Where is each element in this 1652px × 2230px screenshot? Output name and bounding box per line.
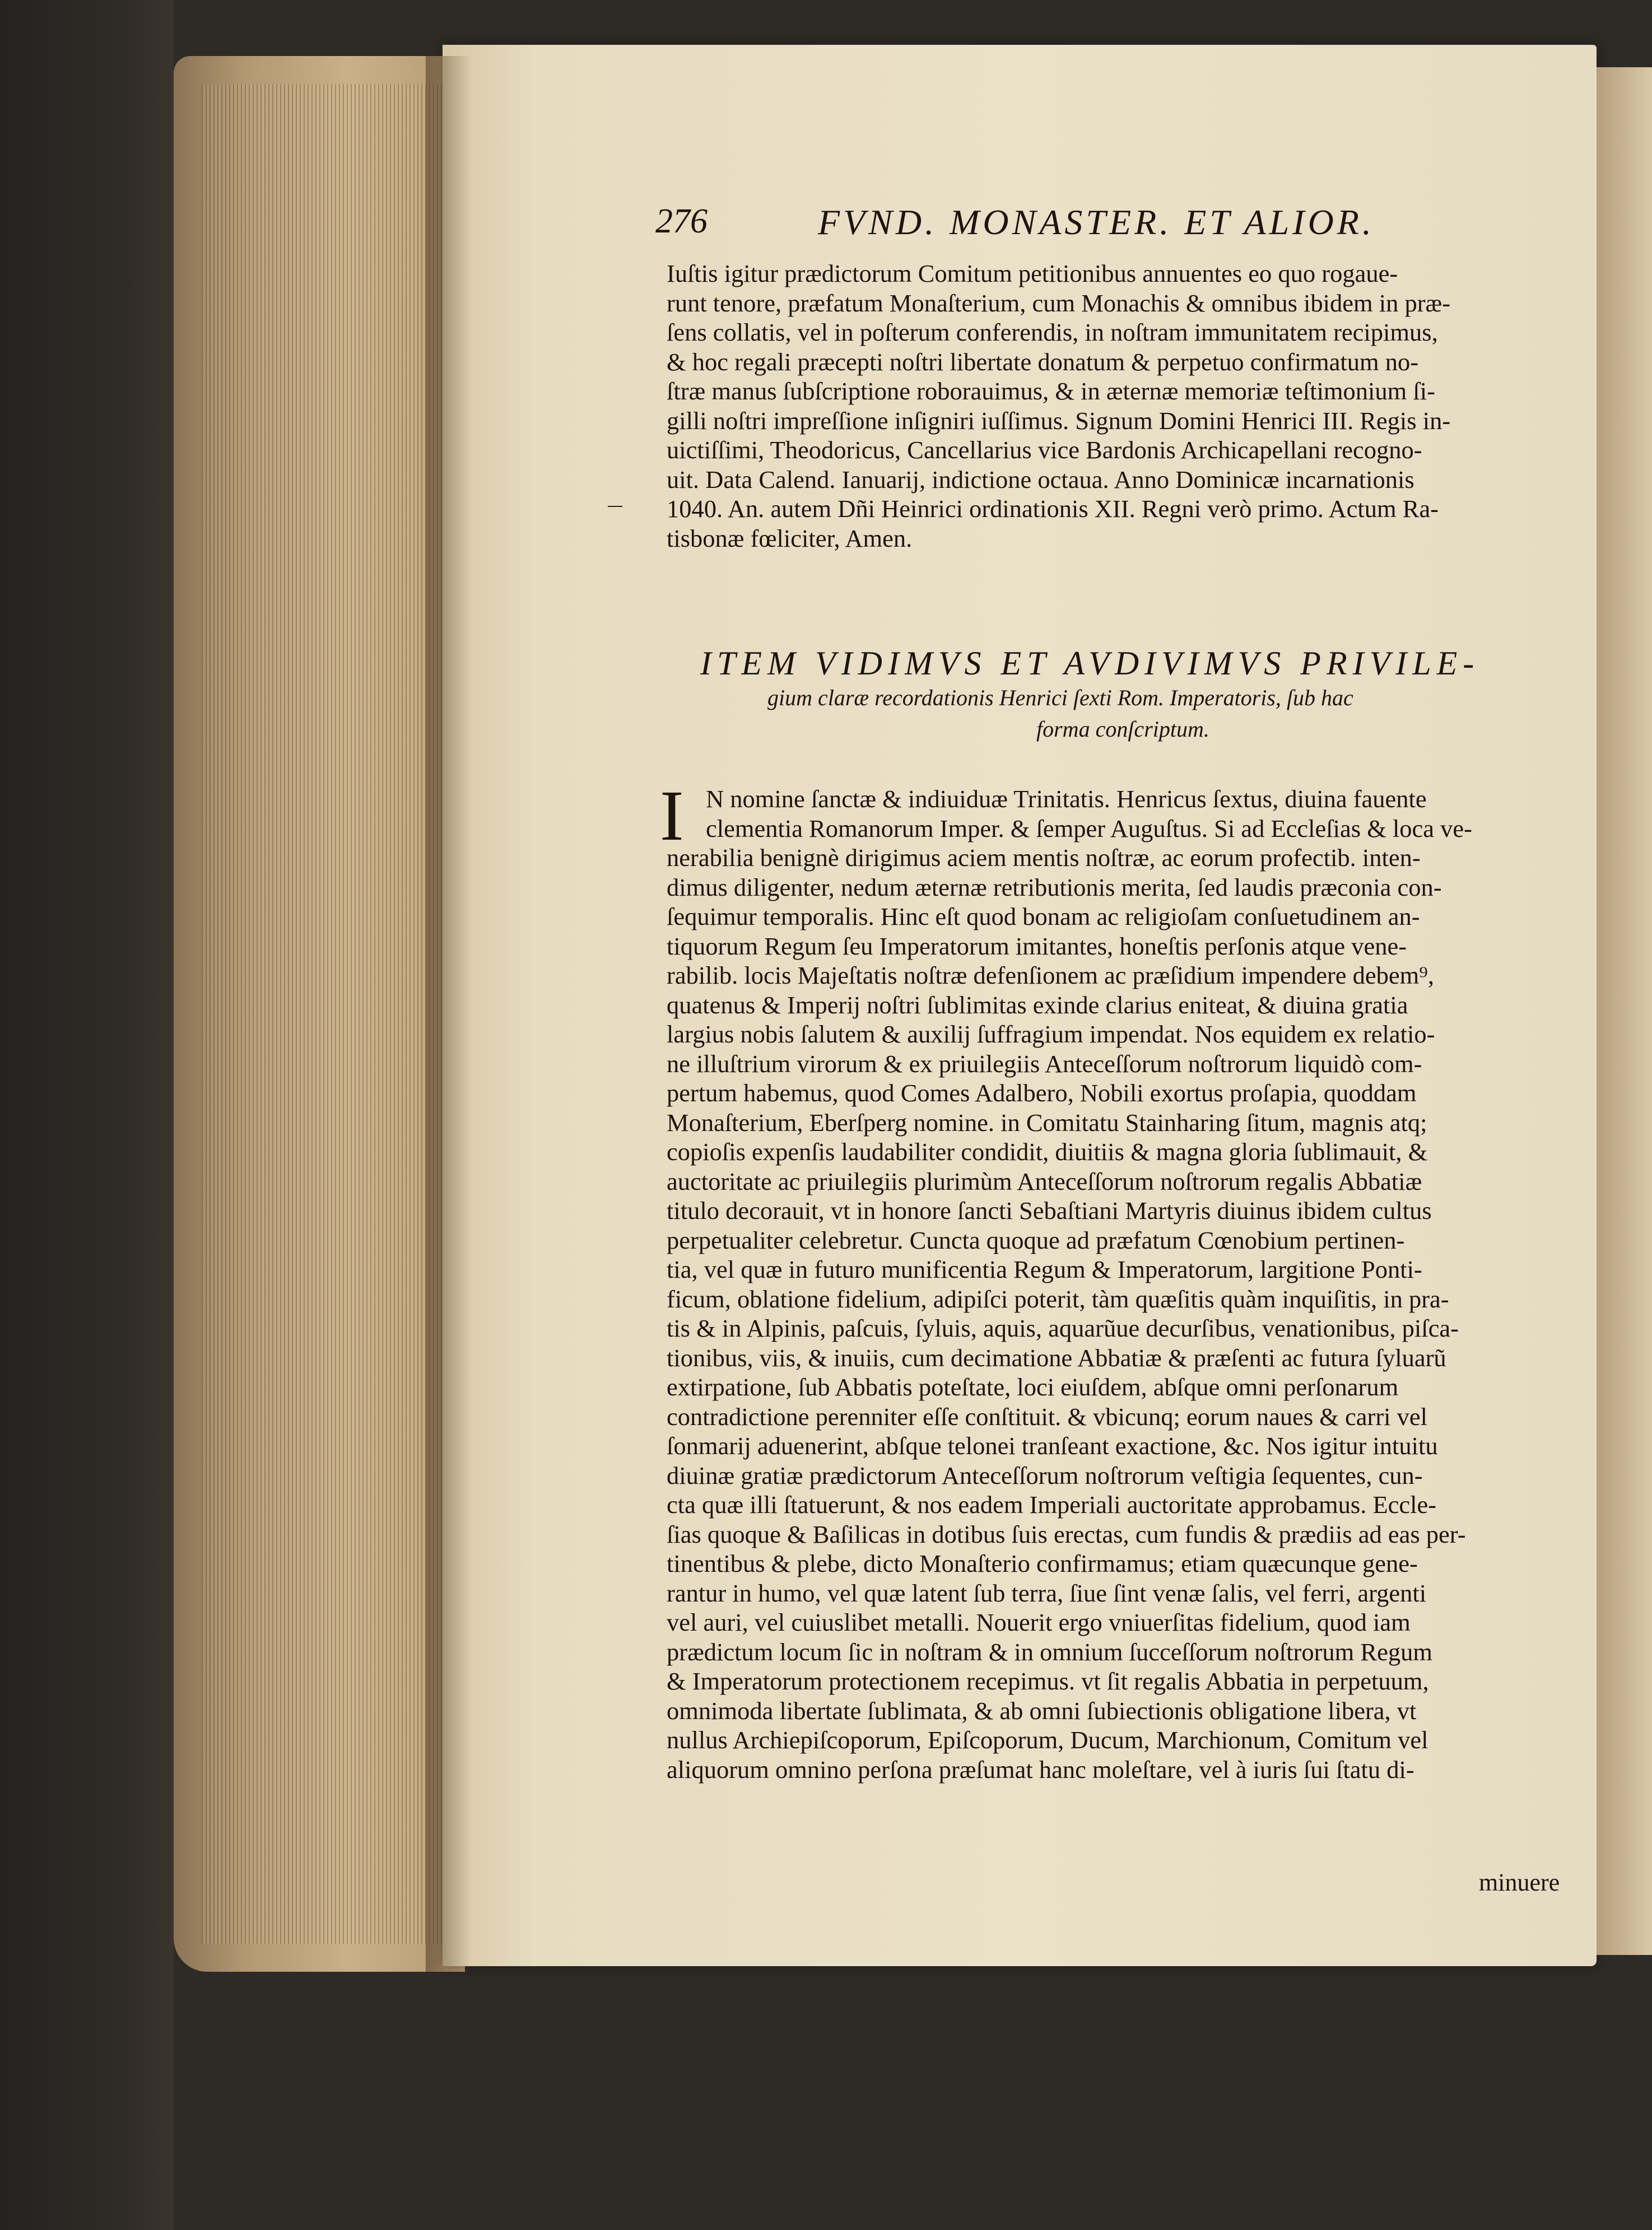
paragraph-privilege-end xyxy=(667,259,1608,553)
text-line: & hoc regali præcepti noſtri libertate donatum & perpetuo confirmatum no- xyxy=(667,347,1419,376)
text-line: tiquorum Regum ſeu Imperatorum imitantes, honeſtis perſonis atque vene- xyxy=(667,932,1407,960)
section-subheading-line2: forma conſcriptum. xyxy=(1036,716,1209,742)
text-line: gilli noſtri impreſſione inſigniri iuſſimus. Signum Domini Henrici III. Regis in- xyxy=(667,406,1451,435)
text-line: tinentibus & plebe, dicto Monaſterio confirmamus; etiam quæcunque gene- xyxy=(667,1549,1418,1577)
text-line: diuinæ gratiæ prædictorum Anteceſſorum noſtrorum veſtigia ſequentes, cun- xyxy=(667,1461,1423,1489)
text-line: ſias quoque & Baſilicas in dotibus ſuis erectas, cum fundis & prædiis ad eas per- xyxy=(667,1520,1466,1548)
text-line: largius nobis ſalutem & auxilij ſuffragium impendat. Nos equidem ex relatio- xyxy=(667,1020,1435,1048)
text-line: pertum habemus, quod Comes Adalbero, Nobili exortus proſapia, quoddam xyxy=(667,1079,1417,1107)
text-line: 1040. An. autem Dñi Heinrici ordinationis XII. Regni verò primo. Actum Ra- xyxy=(667,495,1439,523)
text-line: nerabilia benignè dirigimus aciem mentis noſtræ, ac eorum profectib. inten- xyxy=(667,844,1421,872)
text-line: uictiſſimi, Theodoricus, Cancellarius vice Bardonis Archicapellani recogno- xyxy=(667,436,1422,464)
text-line: ſens collatis, vel in poſterum conferendis, in noſtram immunitatem recipimus, xyxy=(667,318,1438,346)
text-line: extirpatione, ſub Abbatis poteſtate, loci eiuſdem, abſque omni perſonarum xyxy=(667,1373,1399,1401)
text-line: quatenus & Imperij noſtri ſublimitas exinde clarius eniteat, & diuina gratia xyxy=(667,990,1408,1019)
text-line: & Imperatorum protectionem recepimus. vt ſit regalis Abbatia in perpetuum, xyxy=(667,1667,1429,1695)
text-line: tionibus, viis, & inuiis, cum decimatione Abbatiæ & præſenti ac futura ſyluarũ xyxy=(667,1343,1446,1372)
text-line: uit. Data Calend. Ianuarij, indictione octaua. Anno Dominicæ incarnationis xyxy=(667,465,1414,494)
text-line: N nomine ſanctæ & indiuiduæ Trinitatis. Henricus ſextus, diuina fauente xyxy=(706,785,1427,813)
section-heading: ITEM VIDIMVS ET AVDIVIMVS PRIVILE- xyxy=(700,645,1480,682)
text-line: titulo decorauit, vt in honore ſancti Sebaſtiani Martyris diuinus ibidem cultus xyxy=(667,1197,1432,1225)
drop-capital: I xyxy=(660,776,684,855)
text-line: auctoritate ac priuilegiis plurimùm Anteceſſorum noſtrorum regalis Abbatiæ xyxy=(667,1167,1422,1195)
text-line: tia, vel quæ in futuro munificentia Regum & Imperatorum, largitione Ponti- xyxy=(667,1255,1422,1283)
text-line: prædictum locum ſic in noſtram & in omnium ſucceſſorum noſtrorum Regum xyxy=(667,1637,1432,1666)
text-line: clementia Romanorum Imper. & ſemper Auguſtus. Si ad Eccleſias & loca ve- xyxy=(706,814,1473,842)
text-line: ne illuſtrium virorum & ex priuilegiis Anteceſſorum noſtrorum liquidò com- xyxy=(667,1049,1422,1078)
text-line: runt tenore, præfatum Monaſterium, cum Monachis & omnibus ibidem in præ- xyxy=(667,288,1451,317)
text-line: Iuſtis igitur prædictorum Comitum petitionibus annuentes eo quo rogaue- xyxy=(667,259,1398,287)
running-title: FVND. MONASTER. ET ALIOR. xyxy=(818,202,1375,242)
text-line: aliquorum omnino perſona præſumat hanc moleſtare, vel à iuris ſui ſtatu di- xyxy=(667,1755,1414,1784)
text-line: ficum, oblatione fidelium, adipiſci poterit, tàm quæſitis quàm inquiſitis, in pra- xyxy=(667,1284,1449,1313)
catchword: minuere xyxy=(1479,1869,1560,1896)
text-line: cta quæ illi ſtatuerunt, & nos eadem Imperiali auctoritate approbamus. Eccle- xyxy=(667,1491,1437,1519)
background-shadow xyxy=(0,0,174,2230)
text-line: nullus Archiepiſcoporum, Epiſcoporum, Ducum, Marchionum, Comitum vel xyxy=(667,1726,1428,1754)
text-line: vel auri, vel cuiuslibet metalli. Nouerit ergo vniuerſitas fidelium, quod iam xyxy=(667,1608,1411,1636)
text-line: perpetualiter celebretur. Cuncta quoque ad præfatum Cœnobium pertinen- xyxy=(667,1226,1405,1254)
text-line: dimus diligenter, nedum æternæ retributionis merita, ſed laudis præconia con- xyxy=(667,873,1442,901)
margin-mark xyxy=(608,506,622,507)
text-line: ſequimur temporalis. Hinc eſt quod bonam ac religioſam conſuetudinem an- xyxy=(667,902,1420,930)
paragraph-charter-text xyxy=(667,784,1608,1784)
page-edges xyxy=(202,84,448,1944)
section-subheading: gium claræ recordationis Henrici ſexti Rom. Imperatoris, ſub hac xyxy=(767,685,1353,710)
text-line: tis & in Alpinis, paſcuis, ſyluis, aquis, aquarũue decurſibus, venationibus, piſca- xyxy=(667,1314,1459,1342)
text-line: Monaſterium, Eberſperg nomine. in Comitatu Stainharing ſitum, magnis atq; xyxy=(667,1108,1427,1137)
page-number: 276 xyxy=(655,202,708,240)
text-line: rantur in humo, vel quæ latent ſub terra, ſiue ſint venæ ſalis, vel ferri, argenti xyxy=(667,1579,1427,1607)
text-line: ſtræ manus ſubſcriptione roborauimus, & in æternæ memoriæ teſtimonium ſi- xyxy=(667,377,1435,405)
running-head xyxy=(655,202,1496,252)
text-line: rabilib. locis Majeſtatis noſtræ defenſionem ac præſidium impendere debem⁹, xyxy=(667,961,1434,989)
text-line: tisbonæ fœliciter, Amen. xyxy=(667,524,913,552)
text-line: contradictione perenniter eſſe conſtituit. & vbicunq; eorum naues & carri vel xyxy=(667,1402,1428,1431)
text-line: ſonmarij aduenerint, abſque telonei tranſeant exactione, &c. Nos igitur intuitu xyxy=(667,1432,1438,1460)
text-line: copioſis expenſis laudabiliter condidit, diuitiis & magna gloria ſublimauit, & xyxy=(667,1138,1428,1166)
book-gutter xyxy=(426,56,471,1972)
text-line: omnimoda libertate ſublimata, & ab omni ſubiectionis obligatione libera, vt xyxy=(667,1696,1417,1725)
